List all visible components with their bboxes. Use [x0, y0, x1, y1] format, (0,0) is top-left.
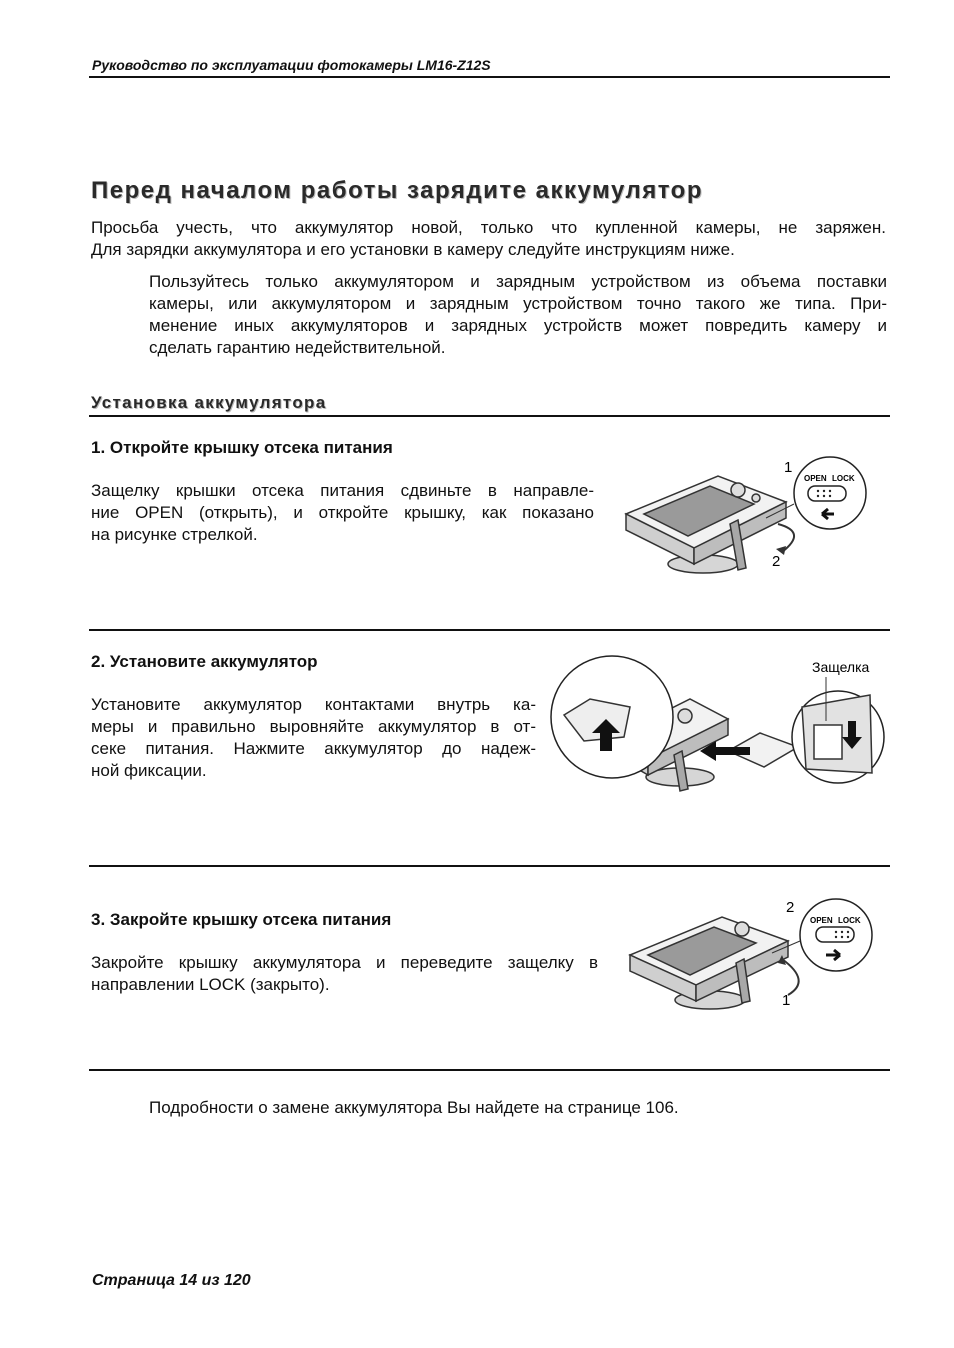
step-2-line: Установите аккумулятор контактами внутрь ка- [91, 695, 536, 714]
step-2-line: меры и правильно выровняйте аккумулятор в от- [91, 717, 536, 736]
section-rule [89, 415, 890, 417]
switch-open-label: OPEN [804, 474, 827, 483]
step-2-text [91, 694, 536, 782]
switch-open-label: OPEN [810, 916, 833, 925]
latch-label: Защелка [812, 659, 870, 675]
intro-line-2: Для зарядки аккумулятора и его установки в камеру следуйте инструкциям ниже. [91, 240, 735, 259]
step-1-text [91, 480, 594, 546]
page-number: Страница 14 из 120 [92, 1272, 251, 1289]
step-1-line: ние OPEN (открыть), и откройте крышку, как показано [91, 503, 594, 522]
step-divider [89, 629, 890, 631]
step-3-line: Закройте крышку аккумулятора и переведите защелку в [91, 953, 598, 972]
note-line: Пользуйтесь только аккумулятором и зарядным устройством из объема поставки [149, 272, 887, 291]
details-note: Подробности о замене аккумулятора Вы найдете на странице 106. [149, 1098, 679, 1117]
switch-lock-label: LOCK [832, 474, 855, 483]
latch-switch [816, 927, 854, 942]
step-3-text [91, 952, 598, 996]
intro-line-1: Просьба учесть, что аккумулятор новой, только что купленной камеры, не заряжен. [91, 218, 886, 237]
note-line: менение иных аккумуляторов и зарядных устройств может повредить камеру и [149, 316, 887, 335]
step-2-line: секе питания. Нажмите аккумулятор до надеж- [91, 739, 536, 758]
step-2-title: 2. Установите аккумулятор [91, 652, 318, 671]
figure-number: 1 [784, 459, 793, 476]
step-2-line: ной фиксации. [91, 761, 207, 780]
camera-illustration [630, 917, 791, 1009]
step-3-title: 3. Закройте крышку отсека питания [91, 910, 392, 929]
page-title: Перед началом работы зарядите аккумулятор [91, 177, 703, 204]
step-1-line: Защелку крышки отсека питания сдвиньте в направле- [91, 481, 594, 500]
step-divider [89, 1069, 890, 1071]
note-line: сделать гарантию недействительной. [149, 338, 446, 357]
figure-number: 2 [786, 899, 795, 916]
battery-in-slot [814, 725, 842, 759]
close-cover-figure [622, 895, 878, 1015]
step-3-line: направлении LOCK (закрыто). [91, 975, 330, 994]
note-line: камеры, или аккумулятором и зарядным устройством точно такого же типа. При- [149, 294, 887, 313]
latch-switch [808, 486, 846, 501]
switch-lock-label: LOCK [838, 916, 861, 925]
step-divider [89, 865, 890, 867]
warning-note [149, 271, 887, 359]
step-1-title: 1. Откройте крышку отсека питания [91, 438, 393, 457]
figure-number: 1 [782, 992, 791, 1009]
insert-battery-figure [550, 655, 885, 795]
running-header: Руководство по эксплуатации фотокамеры LM16-Z12S [92, 57, 491, 73]
section-title: Установка аккумулятора [91, 393, 327, 412]
step-1-line: на рисунке стрелкой. [91, 525, 258, 544]
header-rule [89, 76, 890, 78]
figure-number: 2 [772, 553, 781, 570]
open-cover-figure [618, 452, 874, 582]
camera-illustration [626, 476, 786, 573]
